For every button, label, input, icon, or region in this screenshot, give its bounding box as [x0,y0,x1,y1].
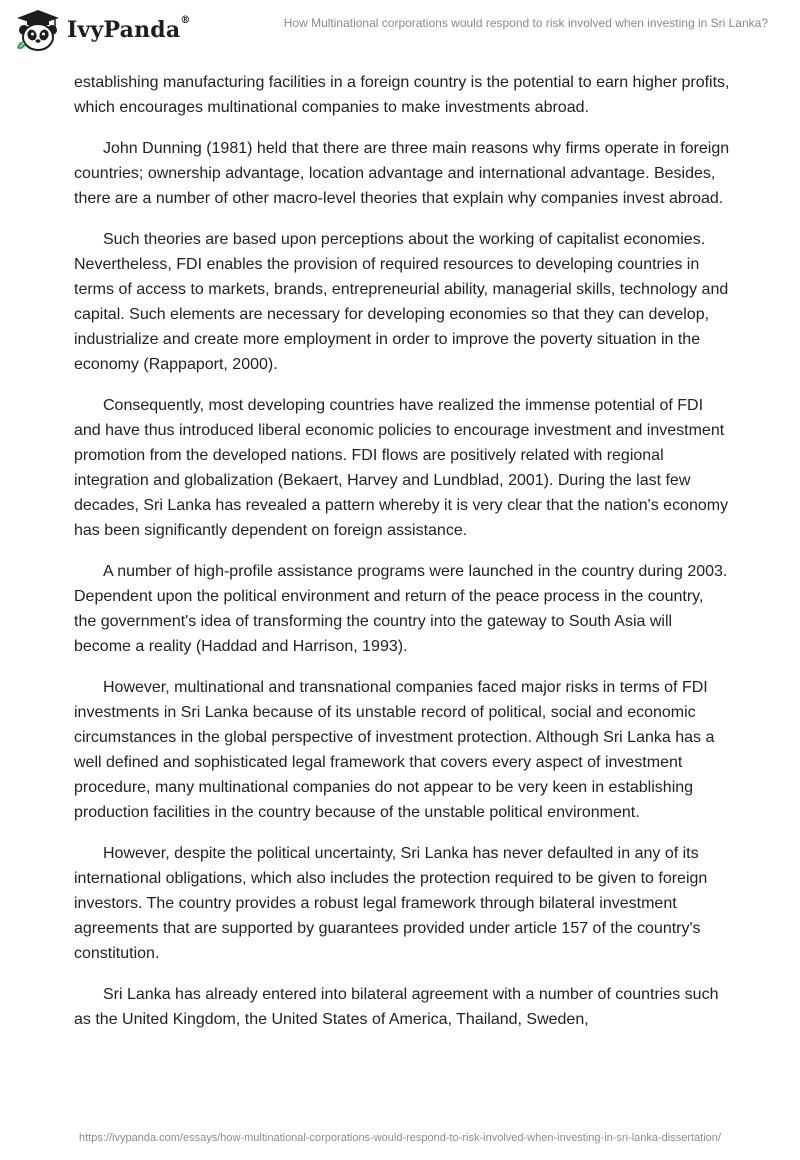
paragraph: However, despite the political uncertainty, Sri Lanka has never defaulted in any of its international obligations, which also includes the protection required to be given to foreign investors. The country provides a robust legal framework through bilateral investment agreements that are supported by guarantees provided under article 157 of the country's constitution. [74,845,708,962]
paragraph: establishing manufacturing facilities in a foreign country is the potential to earn higher profits, which encourages multinational companies to make investments abroad. [74,74,730,116]
essay-body [74,70,730,1048]
ivypanda-logo[interactable] [15,8,191,52]
document-title: How Multinational corporations would respond to risk involved when investing in Sri Lanka? [283,16,768,30]
paragraph: A number of high-profile assistance programs were launched in the country during 2003. Dependent upon the political environment and return of the peace process in the country, the government's idea of transforming the country into the gateway to South Asia will become a reality (Haddad and Harrison, 1993). [74,563,728,655]
paragraph: John Dunning (1981) held that there are three main reasons why firms operate in foreign countries; ownership advantage, location advantage and international advantage. Besides, there are a number of other macro-level theories that explain why companies invest abroad. [74,140,730,207]
paragraph: Consequently, most developing countries have realized the immense potential of FDI and have thus introduced liberal economic policies to encourage investment and investment promotion from the developed nations. FDI flows are positively related with regional integration and globalization (Bekaert, Harvey and Lundblad, 2001). During the last few decades, Sri Lanka has revealed a pattern whereby it is very clear that the nation's economy has been significantly dependent on foreign assistance. [74,397,729,539]
panda-graduate-icon [15,8,61,52]
paragraph: Sri Lanka has already entered into bilateral agreement with a number of countries such as the United Kingdom, the United States of America, Thailand, Sweden, [74,986,719,1028]
paragraph: However, multinational and transnational companies faced major risks in terms of FDI investments in Sri Lanka because of its unstable record of political, social and economic circumstances in the global perspective of investment protection. Although Sri Lanka has a well defined and sophisticated legal framework that covers every aspect of investment procedure, many multinational companies do not appear to be very keen in establishing production facilities in the country because of the unstable political environment. [74,679,715,821]
source-url[interactable]: https://ivypanda.com/essays/how-multinational-corporations-would-respond-to-risk-involved-when-investing-in-sri-lanka-dissertation/ [79,1132,721,1144]
brand-name: IvyPanda® [67,15,191,43]
paragraph: Such theories are based upon perceptions about the working of capitalist economies. Nevertheless, FDI enables the provision of required resources to developing countries in terms of access to markets, brands, entrepreneurial ability, managerial skills, technology and capital. Such elements are necessary for developing economies so that they can develop, industrialize and create more employment in order to improve the poverty situation in the economy (Rappaport, 2000). [74,231,729,373]
page-header [0,0,800,60]
